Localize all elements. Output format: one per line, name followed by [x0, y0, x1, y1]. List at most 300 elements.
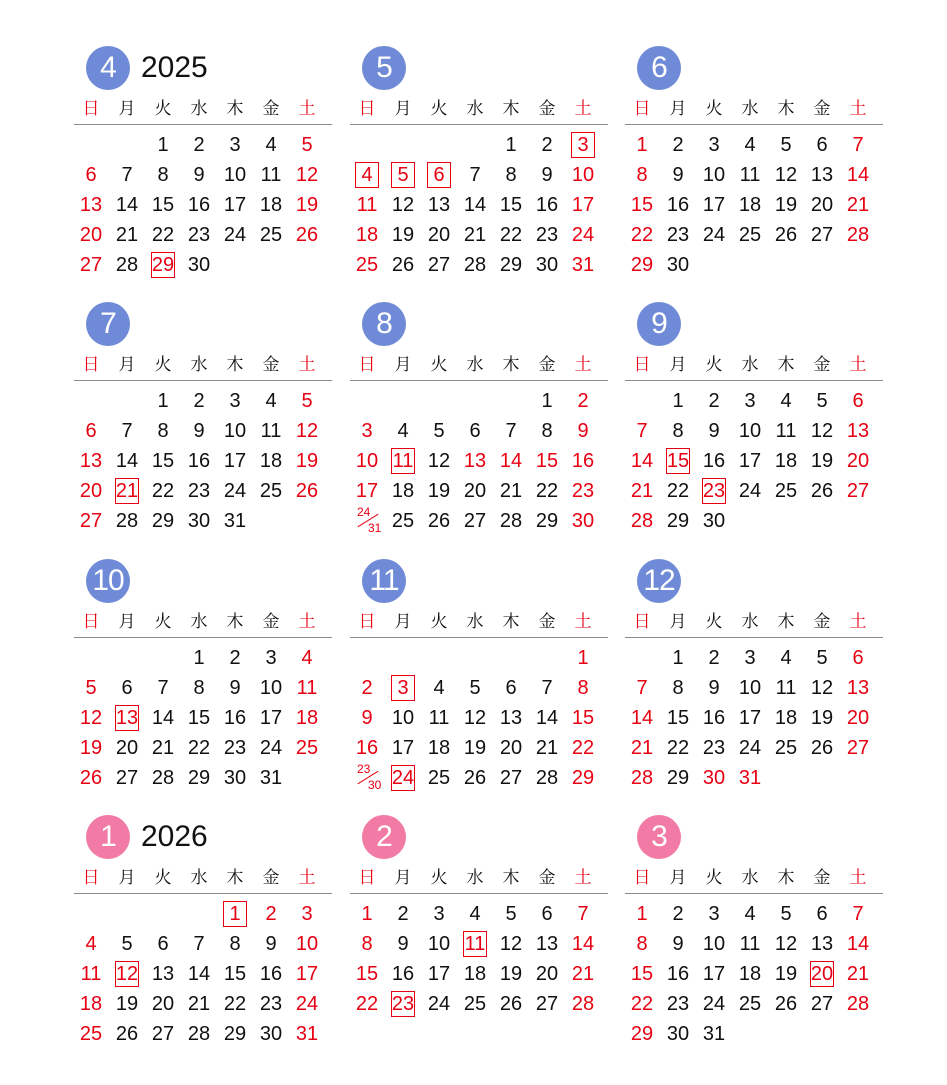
day-cell[interactable] — [768, 705, 804, 731]
day-cell[interactable] — [109, 478, 145, 504]
day-cell[interactable] — [732, 645, 768, 671]
day-cell[interactable] — [768, 132, 804, 158]
day-cell[interactable] — [421, 675, 457, 701]
day-cell[interactable] — [529, 991, 565, 1017]
day-cell[interactable] — [565, 991, 601, 1017]
day-cell[interactable] — [421, 192, 457, 218]
day-cell[interactable] — [253, 222, 289, 248]
day-cell[interactable] — [385, 192, 421, 218]
day-cell[interactable] — [804, 478, 840, 504]
day-cell[interactable] — [349, 901, 385, 927]
day-cell[interactable] — [696, 645, 732, 671]
day-cell[interactable] — [109, 931, 145, 957]
day-cell[interactable] — [421, 901, 457, 927]
day-cell[interactable] — [565, 705, 601, 731]
day-cell[interactable] — [660, 765, 696, 791]
day-cell[interactable] — [349, 675, 385, 701]
day-cell[interactable] — [217, 478, 253, 504]
day-cell[interactable] — [696, 448, 732, 474]
day-cell[interactable] — [804, 192, 840, 218]
day-cell[interactable] — [660, 418, 696, 444]
day-cell[interactable] — [565, 508, 601, 534]
day-cell[interactable] — [804, 448, 840, 474]
day-cell[interactable] — [181, 735, 217, 761]
day-cell[interactable] — [217, 675, 253, 701]
day-cell[interactable] — [529, 162, 565, 188]
day-cell[interactable] — [660, 388, 696, 414]
day-cell[interactable] — [696, 132, 732, 158]
day-cell[interactable] — [109, 418, 145, 444]
day-cell[interactable] — [660, 192, 696, 218]
day-cell[interactable] — [253, 991, 289, 1017]
day-cell[interactable] — [109, 252, 145, 278]
day-cell[interactable] — [660, 991, 696, 1017]
day-cell[interactable] — [529, 192, 565, 218]
day-cell[interactable] — [565, 645, 601, 671]
day-cell[interactable] — [804, 388, 840, 414]
day-cell[interactable] — [493, 765, 529, 791]
day-cell[interactable] — [840, 478, 876, 504]
day-cell[interactable] — [289, 418, 325, 444]
day-cell[interactable] — [660, 931, 696, 957]
day-cell[interactable] — [624, 418, 660, 444]
day-cell[interactable] — [493, 448, 529, 474]
day-cell[interactable] — [73, 508, 109, 534]
day-cell[interactable] — [529, 388, 565, 414]
day-cell[interactable] — [660, 222, 696, 248]
day-cell[interactable] — [73, 162, 109, 188]
day-cell[interactable] — [660, 448, 696, 474]
day-cell[interactable] — [253, 448, 289, 474]
day-cell[interactable] — [145, 478, 181, 504]
day-cell[interactable] — [145, 222, 181, 248]
day-cell[interactable] — [145, 192, 181, 218]
day-cell[interactable] — [385, 931, 421, 957]
day-cell[interactable] — [732, 388, 768, 414]
day-cell[interactable] — [289, 675, 325, 701]
day-cell[interactable] — [73, 222, 109, 248]
day-cell[interactable] — [421, 705, 457, 731]
day-cell[interactable] — [457, 991, 493, 1017]
day-cell[interactable] — [253, 675, 289, 701]
day-cell[interactable] — [529, 418, 565, 444]
day-cell[interactable] — [840, 705, 876, 731]
day-cell[interactable] — [493, 901, 529, 927]
day-cell[interactable] — [181, 448, 217, 474]
day-cell[interactable] — [493, 508, 529, 534]
day-cell[interactable] — [768, 901, 804, 927]
day-cell[interactable] — [732, 478, 768, 504]
day-cell[interactable] — [696, 192, 732, 218]
day-cell[interactable] — [660, 162, 696, 188]
day-cell[interactable] — [732, 132, 768, 158]
day-cell[interactable] — [565, 388, 601, 414]
day-cell[interactable] — [385, 735, 421, 761]
day-cell[interactable] — [804, 705, 840, 731]
day-cell[interactable] — [457, 765, 493, 791]
day-cell[interactable] — [109, 705, 145, 731]
day-cell[interactable] — [349, 448, 385, 474]
day-cell[interactable] — [181, 388, 217, 414]
day-cell[interactable] — [804, 418, 840, 444]
day-cell[interactable] — [624, 192, 660, 218]
day-cell[interactable] — [289, 645, 325, 671]
day-cell[interactable] — [289, 388, 325, 414]
day-cell[interactable] — [421, 448, 457, 474]
day-cell[interactable] — [385, 675, 421, 701]
day-cell[interactable] — [565, 961, 601, 987]
day-cell[interactable] — [217, 222, 253, 248]
day-cell[interactable] — [289, 132, 325, 158]
day-cell[interactable] — [253, 645, 289, 671]
day-cell[interactable] — [840, 162, 876, 188]
day-cell[interactable] — [493, 735, 529, 761]
day-cell[interactable] — [181, 162, 217, 188]
day-cell[interactable] — [768, 735, 804, 761]
day-cell[interactable] — [73, 765, 109, 791]
day-cell[interactable] — [349, 478, 385, 504]
day-cell[interactable] — [217, 418, 253, 444]
day-cell[interactable] — [696, 901, 732, 927]
day-cell[interactable] — [109, 192, 145, 218]
day-cell[interactable] — [529, 448, 565, 474]
day-cell[interactable] — [696, 931, 732, 957]
day-cell[interactable] — [493, 675, 529, 701]
day-cell[interactable] — [253, 735, 289, 761]
day-cell[interactable] — [732, 735, 768, 761]
day-cell[interactable] — [349, 505, 385, 535]
day-cell[interactable] — [565, 478, 601, 504]
day-cell[interactable] — [109, 991, 145, 1017]
day-cell[interactable] — [624, 901, 660, 927]
day-cell[interactable] — [145, 705, 181, 731]
day-cell[interactable] — [349, 418, 385, 444]
day-cell[interactable] — [109, 675, 145, 701]
day-cell[interactable] — [529, 252, 565, 278]
day-cell[interactable] — [457, 448, 493, 474]
day-cell[interactable] — [624, 508, 660, 534]
day-cell[interactable] — [457, 508, 493, 534]
day-cell[interactable] — [565, 901, 601, 927]
day-cell[interactable] — [696, 961, 732, 987]
day-cell[interactable] — [289, 735, 325, 761]
day-cell[interactable] — [529, 705, 565, 731]
day-cell[interactable] — [421, 961, 457, 987]
day-cell[interactable] — [109, 961, 145, 987]
day-cell[interactable] — [289, 478, 325, 504]
day-cell[interactable] — [289, 222, 325, 248]
day-cell[interactable] — [109, 222, 145, 248]
day-cell[interactable] — [840, 931, 876, 957]
day-cell[interactable] — [181, 222, 217, 248]
day-cell[interactable] — [457, 735, 493, 761]
day-cell[interactable] — [109, 508, 145, 534]
day-cell[interactable] — [840, 448, 876, 474]
day-cell[interactable] — [73, 192, 109, 218]
day-cell[interactable] — [253, 162, 289, 188]
day-cell[interactable] — [768, 388, 804, 414]
day-cell[interactable] — [349, 961, 385, 987]
day-cell[interactable] — [529, 132, 565, 158]
day-cell[interactable] — [109, 162, 145, 188]
day-cell[interactable] — [145, 388, 181, 414]
day-cell[interactable] — [253, 961, 289, 987]
day-cell[interactable] — [732, 765, 768, 791]
day-cell[interactable] — [624, 735, 660, 761]
day-cell[interactable] — [804, 162, 840, 188]
day-cell[interactable] — [457, 192, 493, 218]
day-cell[interactable] — [696, 388, 732, 414]
day-cell[interactable] — [109, 1021, 145, 1047]
day-cell[interactable] — [696, 222, 732, 248]
day-cell[interactable] — [385, 252, 421, 278]
day-cell[interactable] — [840, 388, 876, 414]
day-cell[interactable] — [840, 961, 876, 987]
day-cell[interactable] — [840, 222, 876, 248]
day-cell[interactable] — [145, 961, 181, 987]
day-cell[interactable] — [768, 418, 804, 444]
day-cell[interactable] — [217, 388, 253, 414]
day-cell[interactable] — [385, 991, 421, 1017]
day-cell[interactable] — [840, 735, 876, 761]
day-cell[interactable] — [529, 931, 565, 957]
day-cell[interactable] — [385, 901, 421, 927]
day-cell[interactable] — [181, 991, 217, 1017]
day-cell[interactable] — [253, 765, 289, 791]
day-cell[interactable] — [624, 991, 660, 1017]
day-cell[interactable] — [289, 162, 325, 188]
day-cell[interactable] — [349, 931, 385, 957]
day-cell[interactable] — [732, 448, 768, 474]
day-cell[interactable] — [145, 931, 181, 957]
day-cell[interactable] — [421, 162, 457, 188]
day-cell[interactable] — [145, 508, 181, 534]
day-cell[interactable] — [804, 931, 840, 957]
day-cell[interactable] — [529, 901, 565, 927]
day-cell[interactable] — [660, 478, 696, 504]
day-cell[interactable] — [73, 418, 109, 444]
day-cell[interactable] — [421, 252, 457, 278]
day-cell[interactable] — [217, 765, 253, 791]
day-cell[interactable] — [529, 675, 565, 701]
day-cell[interactable] — [217, 961, 253, 987]
day-cell[interactable] — [181, 765, 217, 791]
day-cell[interactable] — [732, 901, 768, 927]
day-cell[interactable] — [732, 418, 768, 444]
day-cell[interactable] — [732, 931, 768, 957]
day-cell[interactable] — [624, 448, 660, 474]
day-cell[interactable] — [696, 735, 732, 761]
day-cell[interactable] — [493, 705, 529, 731]
day-cell[interactable] — [217, 735, 253, 761]
day-cell[interactable] — [253, 931, 289, 957]
day-cell[interactable] — [493, 132, 529, 158]
day-cell[interactable] — [349, 162, 385, 188]
day-cell[interactable] — [217, 192, 253, 218]
day-cell[interactable] — [529, 765, 565, 791]
day-cell[interactable] — [696, 1021, 732, 1047]
day-cell[interactable] — [660, 961, 696, 987]
day-cell[interactable] — [493, 222, 529, 248]
day-cell[interactable] — [804, 735, 840, 761]
day-cell[interactable] — [349, 735, 385, 761]
day-cell[interactable] — [804, 901, 840, 927]
day-cell[interactable] — [565, 192, 601, 218]
day-cell[interactable] — [768, 645, 804, 671]
day-cell[interactable] — [493, 931, 529, 957]
day-cell[interactable] — [253, 901, 289, 927]
day-cell[interactable] — [457, 222, 493, 248]
day-cell[interactable] — [565, 735, 601, 761]
day-cell[interactable] — [457, 961, 493, 987]
day-cell[interactable] — [624, 162, 660, 188]
day-cell[interactable] — [732, 991, 768, 1017]
day-cell[interactable] — [624, 252, 660, 278]
day-cell[interactable] — [73, 675, 109, 701]
day-cell[interactable] — [624, 478, 660, 504]
day-cell[interactable] — [253, 132, 289, 158]
day-cell[interactable] — [624, 705, 660, 731]
day-cell[interactable] — [565, 162, 601, 188]
day-cell[interactable] — [421, 478, 457, 504]
day-cell[interactable] — [804, 991, 840, 1017]
day-cell[interactable] — [624, 931, 660, 957]
day-cell[interactable] — [565, 931, 601, 957]
day-cell[interactable] — [529, 508, 565, 534]
day-cell[interactable] — [181, 1021, 217, 1047]
day-cell[interactable] — [253, 705, 289, 731]
day-cell[interactable] — [253, 418, 289, 444]
day-cell[interactable] — [660, 132, 696, 158]
day-cell[interactable] — [73, 478, 109, 504]
day-cell[interactable] — [217, 645, 253, 671]
day-cell[interactable] — [804, 222, 840, 248]
day-cell[interactable] — [732, 222, 768, 248]
day-cell[interactable] — [529, 478, 565, 504]
day-cell[interactable] — [421, 222, 457, 248]
day-cell[interactable] — [565, 675, 601, 701]
day-cell[interactable] — [145, 252, 181, 278]
day-cell[interactable] — [768, 675, 804, 701]
day-cell[interactable] — [768, 448, 804, 474]
day-cell[interactable] — [696, 478, 732, 504]
day-cell[interactable] — [217, 991, 253, 1017]
day-cell[interactable] — [217, 132, 253, 158]
day-cell[interactable] — [660, 675, 696, 701]
day-cell[interactable] — [349, 192, 385, 218]
day-cell[interactable] — [289, 991, 325, 1017]
day-cell[interactable] — [253, 388, 289, 414]
day-cell[interactable] — [804, 675, 840, 701]
day-cell[interactable] — [804, 132, 840, 158]
day-cell[interactable] — [145, 1021, 181, 1047]
day-cell[interactable] — [253, 192, 289, 218]
day-cell[interactable] — [181, 675, 217, 701]
day-cell[interactable] — [732, 705, 768, 731]
day-cell[interactable] — [565, 765, 601, 791]
day-cell[interactable] — [73, 931, 109, 957]
day-cell[interactable] — [385, 961, 421, 987]
day-cell[interactable] — [145, 418, 181, 444]
day-cell[interactable] — [565, 418, 601, 444]
day-cell[interactable] — [385, 222, 421, 248]
day-cell[interactable] — [804, 961, 840, 987]
day-cell[interactable] — [660, 735, 696, 761]
day-cell[interactable] — [181, 508, 217, 534]
day-cell[interactable] — [457, 478, 493, 504]
day-cell[interactable] — [696, 418, 732, 444]
day-cell[interactable] — [217, 931, 253, 957]
day-cell[interactable] — [732, 162, 768, 188]
day-cell[interactable] — [385, 765, 421, 791]
day-cell[interactable] — [181, 705, 217, 731]
day-cell[interactable] — [529, 735, 565, 761]
day-cell[interactable] — [493, 418, 529, 444]
day-cell[interactable] — [565, 252, 601, 278]
day-cell[interactable] — [73, 1021, 109, 1047]
day-cell[interactable] — [421, 735, 457, 761]
day-cell[interactable] — [73, 991, 109, 1017]
day-cell[interactable] — [217, 1021, 253, 1047]
day-cell[interactable] — [768, 478, 804, 504]
day-cell[interactable] — [457, 931, 493, 957]
day-cell[interactable] — [696, 705, 732, 731]
day-cell[interactable] — [145, 162, 181, 188]
day-cell[interactable] — [624, 765, 660, 791]
day-cell[interactable] — [349, 991, 385, 1017]
day-cell[interactable] — [624, 222, 660, 248]
day-cell[interactable] — [624, 1021, 660, 1047]
day-cell[interactable] — [73, 961, 109, 987]
day-cell[interactable] — [217, 162, 253, 188]
day-cell[interactable] — [457, 418, 493, 444]
day-cell[interactable] — [732, 192, 768, 218]
day-cell[interactable] — [529, 961, 565, 987]
day-cell[interactable] — [660, 1021, 696, 1047]
day-cell[interactable] — [349, 222, 385, 248]
day-cell[interactable] — [529, 222, 565, 248]
day-cell[interactable] — [289, 192, 325, 218]
day-cell[interactable] — [73, 705, 109, 731]
day-cell[interactable] — [217, 448, 253, 474]
day-cell[interactable] — [109, 448, 145, 474]
day-cell[interactable] — [840, 418, 876, 444]
day-cell[interactable] — [145, 675, 181, 701]
day-cell[interactable] — [217, 508, 253, 534]
day-cell[interactable] — [181, 418, 217, 444]
day-cell[interactable] — [181, 931, 217, 957]
day-cell[interactable] — [145, 735, 181, 761]
day-cell[interactable] — [421, 931, 457, 957]
day-cell[interactable] — [181, 132, 217, 158]
day-cell[interactable] — [253, 1021, 289, 1047]
day-cell[interactable] — [385, 508, 421, 534]
day-cell[interactable] — [732, 675, 768, 701]
day-cell[interactable] — [768, 991, 804, 1017]
day-cell[interactable] — [732, 961, 768, 987]
day-cell[interactable] — [840, 645, 876, 671]
day-cell[interactable] — [289, 1021, 325, 1047]
day-cell[interactable] — [109, 765, 145, 791]
day-cell[interactable] — [289, 931, 325, 957]
day-cell[interactable] — [145, 991, 181, 1017]
day-cell[interactable] — [840, 192, 876, 218]
day-cell[interactable] — [457, 252, 493, 278]
day-cell[interactable] — [109, 735, 145, 761]
day-cell[interactable] — [696, 991, 732, 1017]
day-cell[interactable] — [660, 645, 696, 671]
day-cell[interactable] — [696, 675, 732, 701]
